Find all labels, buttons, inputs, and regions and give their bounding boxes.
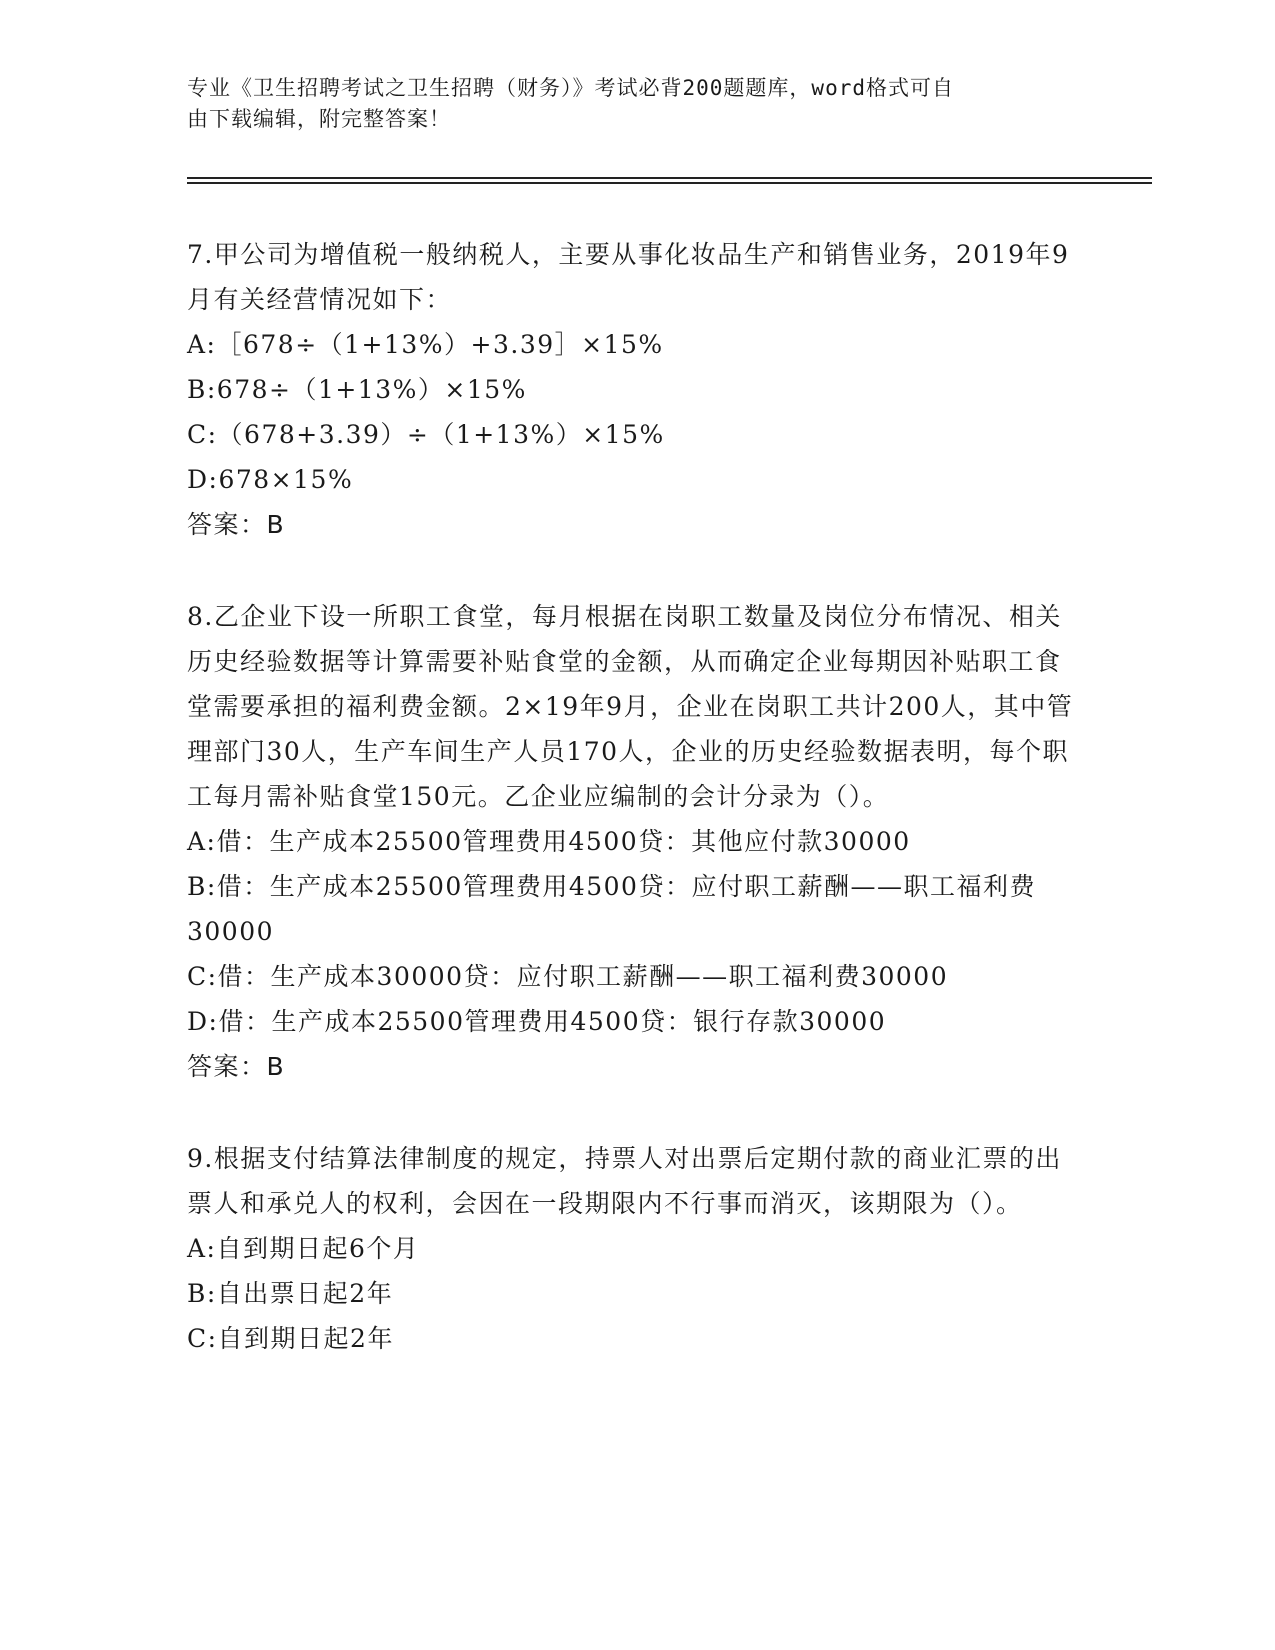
option-d: D:678×15%	[187, 465, 354, 494]
header-divider-top	[187, 177, 1152, 179]
question-7	[187, 232, 1087, 547]
answer: 答案：B	[187, 510, 286, 539]
option-a: A:借：生产成本25500管理费用4500贷：其他应付款30000	[187, 827, 911, 856]
question-text: 9.根据支付结算法律制度的规定，持票人对出票后定期付款的商业汇票的出票人和承兑人的权利，会因在一段期限内不行事而消灭，该期限为（）。	[187, 1144, 1062, 1218]
header-divider-bottom	[187, 182, 1152, 184]
question-9	[187, 1136, 1087, 1361]
option-c: C:借：生产成本30000贷：应付职工薪酬——职工福利费30000	[187, 962, 949, 991]
option-a: A:自到期日起6个月	[187, 1234, 420, 1263]
question-list	[187, 232, 1087, 1408]
option-a: A:［678÷（1+13%）+3.39］×15%	[187, 330, 664, 359]
question-text: 8.乙企业下设一所职工食堂，每月根据在岗职工数量及岗位分布情况、相关历史经验数据等计算需要补贴食堂的金额，从而确定企业每期因补贴职工食堂需要承担的福利费金额。2×19年9月，企业在岗职工共计200人，其中管理部门30人，生产车间生产人员170人，企业的历史经验数据表明，每个职工每月需补贴食堂150元。乙企业应编制的会计分录为（）。	[187, 602, 1074, 811]
header-line-2: 由下载编辑，附完整答案！	[187, 107, 451, 131]
option-d: D:借：生产成本25500管理费用4500贷：银行存款30000	[187, 1007, 887, 1036]
document-header	[187, 73, 1067, 135]
option-b: B:自出票日起2年	[187, 1279, 394, 1308]
answer: 答案：B	[187, 1052, 286, 1081]
option-b: B:借：生产成本25500管理费用4500贷：应付职工薪酬——职工福利费30000	[187, 872, 1036, 946]
header-line-1: 专业《卫生招聘考试之卫生招聘（财务）》考试必背200题题库，word格式可自	[187, 76, 954, 100]
question-8	[187, 594, 1087, 1089]
option-b: B:678÷（1+13%）×15%	[187, 375, 527, 404]
option-c: C:（678+3.39）÷（1+13%）×15%	[187, 420, 665, 449]
option-c: C:自到期日起2年	[187, 1324, 394, 1353]
question-text: 7.甲公司为增值税一般纳税人，主要从事化妆品生产和销售业务，2019年9月有关经营情况如下：	[187, 240, 1070, 314]
